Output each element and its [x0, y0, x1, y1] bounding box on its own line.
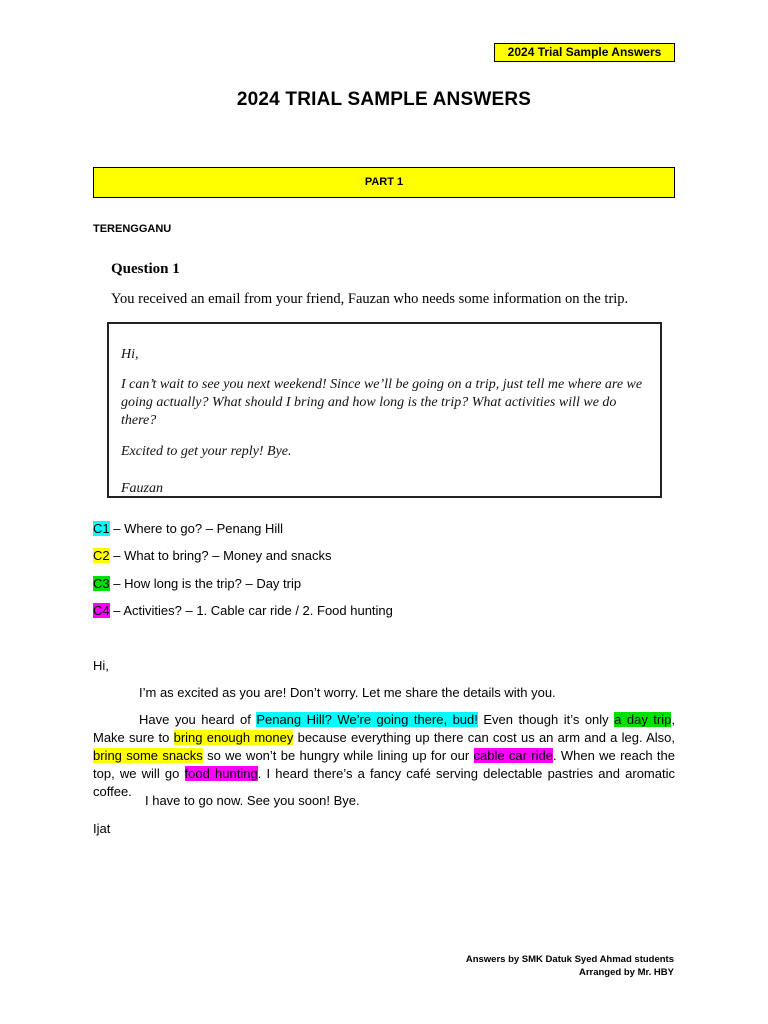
text-run: . I heard there’s a fancy café serving delectable pastries and aromatic coffee.	[93, 766, 675, 799]
footer-arranged: Arranged by Mr. HBY	[578, 967, 674, 978]
text-run: because everything up there can cost us an arm and a leg. Also,	[293, 730, 675, 745]
criterion-text: – Where to go? – Penang Hill	[109, 521, 284, 536]
text-run: , Make sure to	[93, 712, 675, 745]
criterion-4	[93, 603, 393, 618]
text-run: . When we reach the top, we will go	[93, 748, 675, 781]
region-label: TERENGGANU	[93, 223, 172, 235]
email-body: I can’t wait to see you next weekend! Since we’ll be going on a trip, just tell me where are we going actually? What should I bring and how long is the trip? What activities will we do there?	[121, 377, 643, 428]
highlight-c1: Penang Hill? We’re going there, bud!	[256, 712, 478, 727]
part-banner: PART 1	[93, 167, 675, 198]
criterion-text: – How long is the trip? – Day trip	[109, 576, 302, 591]
criterion-2	[93, 548, 331, 563]
question-intro: You received an email from your friend, Fauzan who needs some information on the trip.	[111, 291, 629, 307]
highlight-c2-snacks: bring some snacks	[93, 748, 203, 763]
answer-para-3: I have to go now. See you soon! Bye.	[145, 793, 360, 808]
criterion-code: C3	[93, 576, 110, 591]
question-title: Question 1	[111, 261, 180, 277]
header-badge: 2024 Trial Sample Answers	[494, 43, 675, 62]
criterion-code: C2	[93, 548, 110, 563]
highlight-c4-food: food hunting	[184, 766, 258, 781]
answer-signature: Ijat	[93, 821, 111, 836]
email-box	[107, 322, 662, 498]
criterion-code: C4	[93, 603, 110, 618]
answer-para-2	[93, 711, 675, 801]
criterion-1	[93, 521, 283, 536]
email-signature: Fauzan	[121, 481, 163, 496]
answer-para-1: I’m as excited as you are! Don’t worry. Let me share the details with you.	[139, 685, 556, 700]
text-run: Have you heard of	[139, 712, 257, 727]
highlight-c2-money: bring enough money	[173, 730, 294, 745]
email-closing: Excited to get your reply! Bye.	[121, 444, 292, 459]
answer-greeting: Hi,	[93, 658, 109, 673]
text-run: so we won’t be hungry while lining up for our	[202, 748, 474, 763]
criterion-3	[93, 576, 301, 591]
text-run: Even though it’s only	[477, 712, 615, 727]
criterion-text: – What to bring? – Money and snacks	[109, 548, 332, 563]
footer-credit: Answers by SMK Datuk Syed Ahmad students	[465, 954, 674, 965]
criterion-text: – Activities? – 1. Cable car ride / 2. Food hunting	[109, 603, 393, 618]
email-greeting: Hi,	[121, 347, 139, 362]
page-title: 2024 TRIAL SAMPLE ANSWERS	[236, 89, 532, 110]
criterion-code: C1	[93, 521, 110, 536]
highlight-c3: a day trip	[614, 712, 672, 727]
highlight-c4-cable-car: cable car ride	[473, 748, 553, 763]
